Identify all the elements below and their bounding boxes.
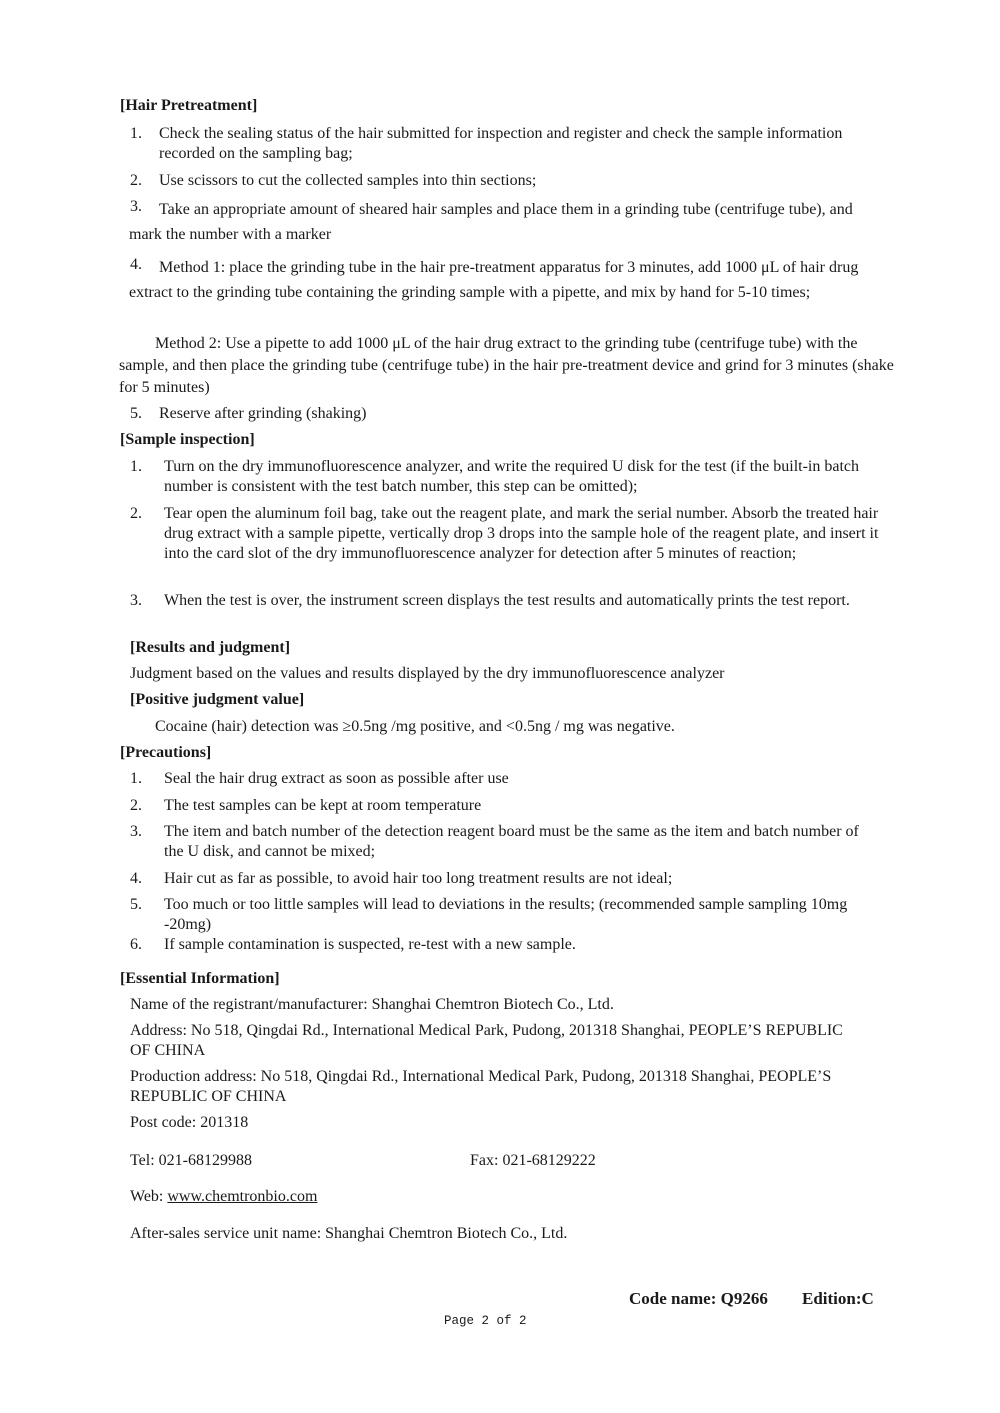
item-number: 2. <box>130 505 142 522</box>
list-item: The test samples can be kept at room temperature <box>164 797 482 814</box>
item-number: 4. <box>130 870 142 887</box>
list-item: The item and batch number of the detection reagent board must be the same as the item and batch number of the U disk, and cannot be mixed; <box>164 823 859 860</box>
item-number: 6. <box>130 936 142 953</box>
item-number: 2. <box>130 797 142 814</box>
item-number: 5. <box>130 896 142 913</box>
list-item: Turn on the dry immunofluorescence analyzer, and write the required U disk for the test (if the built-in batch number is consistent with the test batch number, this step can be omitted); <box>164 458 860 495</box>
list-item: Check the sealing status of the hair submitted for inspection and register and check the sample information recorded on the sampling bag; <box>159 125 843 162</box>
list-item: Tear open the aluminum foil bag, take out the reagent plate, and mark the serial number. Absorb the treated hair drug extract with a sample pipette, vertically drop 3 drops into the sample hole of the reagent plate, and insert it into the card slot of the dry immunofluorescence analyzer for detection after 5 minutes of reaction; <box>164 505 879 562</box>
item-number: 1. <box>130 125 142 142</box>
section-heading-essential: [Essential Information] <box>120 970 280 987</box>
list-item: Use scissors to cut the collected samples into thin sections; <box>159 172 537 189</box>
item-number: 2. <box>130 172 142 189</box>
section-heading-results: [Results and judgment] <box>130 639 291 656</box>
fax-text: Fax: 021-68129222 <box>470 1152 596 1169</box>
item-number: 1. <box>130 458 142 475</box>
list-item: If sample contamination is suspected, re-test with a new sample. <box>164 936 576 953</box>
item-number: 4. <box>130 256 142 273</box>
item-number: 3. <box>130 198 142 215</box>
after-sales-text: After-sales service unit name: Shanghai Chemtron Biotech Co., Ltd. <box>130 1225 568 1242</box>
tel-text: Tel: 021-68129988 <box>130 1152 252 1169</box>
section-heading-precautions: [Precautions] <box>120 744 212 761</box>
item-number: 3. <box>130 592 142 609</box>
web-label: Web: <box>130 1188 168 1205</box>
list-item: Take an appropriate amount of sheared hair samples and place them in a grinding tube (centrifuge tube), and mark the number with a marker <box>129 201 853 243</box>
positive-text: Cocaine (hair) detection was ≥0.5ng /mg positive, and <0.5ng / mg was negative. <box>155 718 675 735</box>
edition: Edition:C <box>802 1289 874 1308</box>
section-heading-hair-pretreatment: [Hair Pretreatment] <box>120 97 258 114</box>
post-code-text: Post code: 201318 <box>130 1114 249 1131</box>
section-heading-sample-inspection: [Sample inspection] <box>120 431 255 448</box>
item-number: 5. <box>130 405 142 422</box>
production-address-text: Production address: No 518, Qingdai Rd., International Medical Park, Pudong, 201318 Shanghai, PEOPLE’S REPUBLIC OF CHINA <box>130 1068 832 1105</box>
page-number: Page 2 of 2 <box>444 1314 527 1328</box>
list-item: When the test is over, the instrument screen displays the test results and automatically prints the test report. <box>164 592 850 609</box>
item-number: 1. <box>130 770 142 787</box>
web-line <box>130 1187 317 1207</box>
item-number: 3. <box>130 823 142 840</box>
list-item: Too much or too little samples will lead to deviations in the results; (recommended sample sampling 10mg -20mg) <box>164 896 848 933</box>
code-name: Code name: Q9266 <box>629 1289 768 1308</box>
address-text: Address: No 518, Qingdai Rd., International Medical Park, Pudong, 201318 Shanghai, PEOPLE’S REPUBLIC OF CHINA <box>130 1022 843 1059</box>
manufacturer-text: Name of the registrant/manufacturer: Shanghai Chemtron Biotech Co., Ltd. <box>130 996 614 1013</box>
web-link[interactable]: www.chemtronbio.com <box>167 1188 318 1205</box>
section-heading-positive: [Positive judgment value] <box>130 691 305 708</box>
list-item: Method 1: place the grinding tube in the hair pre-treatment apparatus for 3 minutes, add 1000 μL of hair drug extract to the grinding tube containing the grinding sample with a pipette, and mix by hand for 5-10 times; <box>129 259 859 301</box>
list-item: Hair cut as far as possible, to avoid hair too long treatment results are not ideal; <box>164 870 673 887</box>
list-item: Seal the hair drug extract as soon as possible after use <box>164 770 509 787</box>
results-text: Judgment based on the values and results displayed by the dry immunofluorescence analyzer <box>130 665 725 682</box>
list-item: Reserve after grinding (shaking) <box>159 405 367 422</box>
list-item: Method 2: Use a pipette to add 1000 μL of the hair drug extract to the grinding tube (centrifuge tube) with the sample, and then place the grinding tube (centrifuge tube) in the hair pre-treatment device and grind for 3 minutes (shake for 5 minutes) <box>119 335 894 396</box>
